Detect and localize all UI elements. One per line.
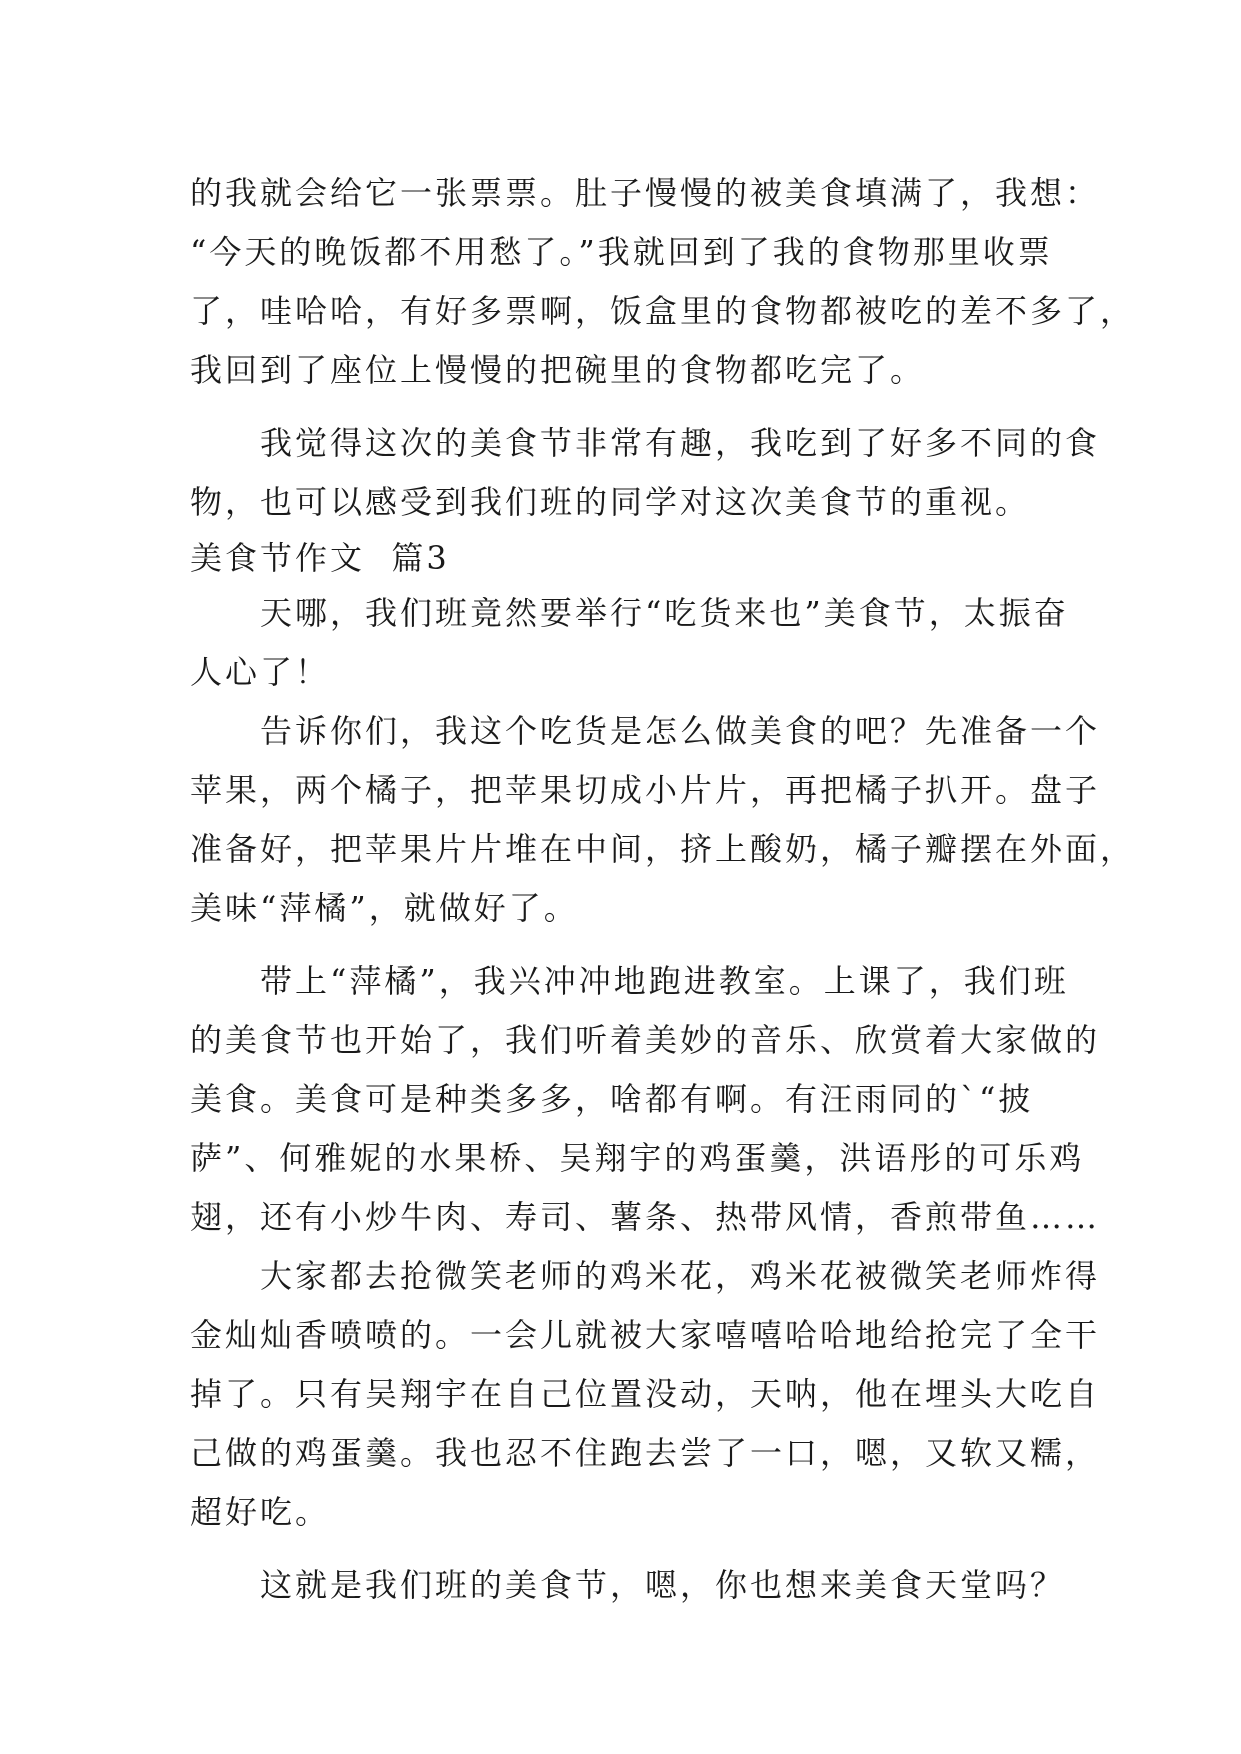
paragraph-line: 带上“萍橘”，我兴冲冲地跑进教室。上课了，我们班: [260, 962, 1069, 1000]
paragraph-line: 了，哇哈哈，有好多票啊，饭盒里的食物都被吃的差不多了，: [190, 292, 1136, 330]
paragraph-line: 告诉你们，我这个吃货是怎么做美食的吧？先准备一个: [260, 712, 1101, 750]
paragraph-line: 天哪，我们班竟然要举行“吃货来也”美食节，太振奋: [260, 594, 1069, 632]
paragraph-line: 超好吃。: [190, 1493, 331, 1531]
essay-body: [190, 164, 1136, 1615]
paragraph-line: 苹果，两个橘子，把苹果切成小片片，再把橘子扒开。盘子: [190, 771, 1101, 809]
paragraph-line: 我觉得这次的美食节非常有趣，我吃到了好多不同的食: [260, 424, 1101, 462]
paragraph-line: 的我就会给它一张票票。肚子慢慢的被美食填满了，我想：: [190, 174, 1101, 212]
paragraph-line: 准备好，把苹果片片堆在中间，挤上酸奶，橘子瓣摆在外面，: [190, 830, 1136, 868]
paragraph-line: 美食。美食可是种类多多，啥都有啊。有汪雨同的`“披: [190, 1080, 1034, 1118]
paragraph-line: 翅，还有小炒牛肉、寿司、薯条、热带风情，香煎带鱼……: [190, 1198, 1101, 1236]
paragraph-line: 美味“萍橘”，就做好了。: [190, 889, 579, 927]
paragraph-line: 萨”、何雅妮的水果桥、吴翔宇的鸡蛋羹，洪语彤的可乐鸡: [190, 1139, 1085, 1177]
section-heading: 美食节作文 篇3: [190, 539, 450, 577]
paragraph-line: 大家都去抢微笑老师的鸡米花，鸡米花被微笑老师炸得: [260, 1257, 1101, 1295]
paragraph-line: 金灿灿香喷喷的。一会儿就被大家嘻嘻哈哈地给抢完了全干: [190, 1316, 1101, 1354]
paragraph-line: 掉了。只有吴翔宇在自己位置没动，天呐，他在埋头大吃自: [190, 1375, 1101, 1413]
paragraph-line: 这就是我们班的美食节，嗯，你也想来美食天堂吗？: [260, 1566, 1066, 1604]
paragraph-line: 物，也可以感受到我们班的同学对这次美食节的重视。: [190, 483, 1031, 521]
paragraph-line: 人心了！: [190, 653, 331, 691]
paragraph-line: 我回到了座位上慢慢的把碗里的食物都吃完了。: [190, 351, 926, 389]
paragraph-line: 己做的鸡蛋羹。我也忍不住跑去尝了一口，嗯，又软又糯，: [190, 1434, 1101, 1472]
paragraph-line: “今天的晚饭都不用愁了。”我就回到了我的食物那里收票: [190, 233, 1053, 271]
paragraph-line: 的美食节也开始了，我们听着美妙的音乐、欣赏着大家做的: [190, 1021, 1101, 1059]
